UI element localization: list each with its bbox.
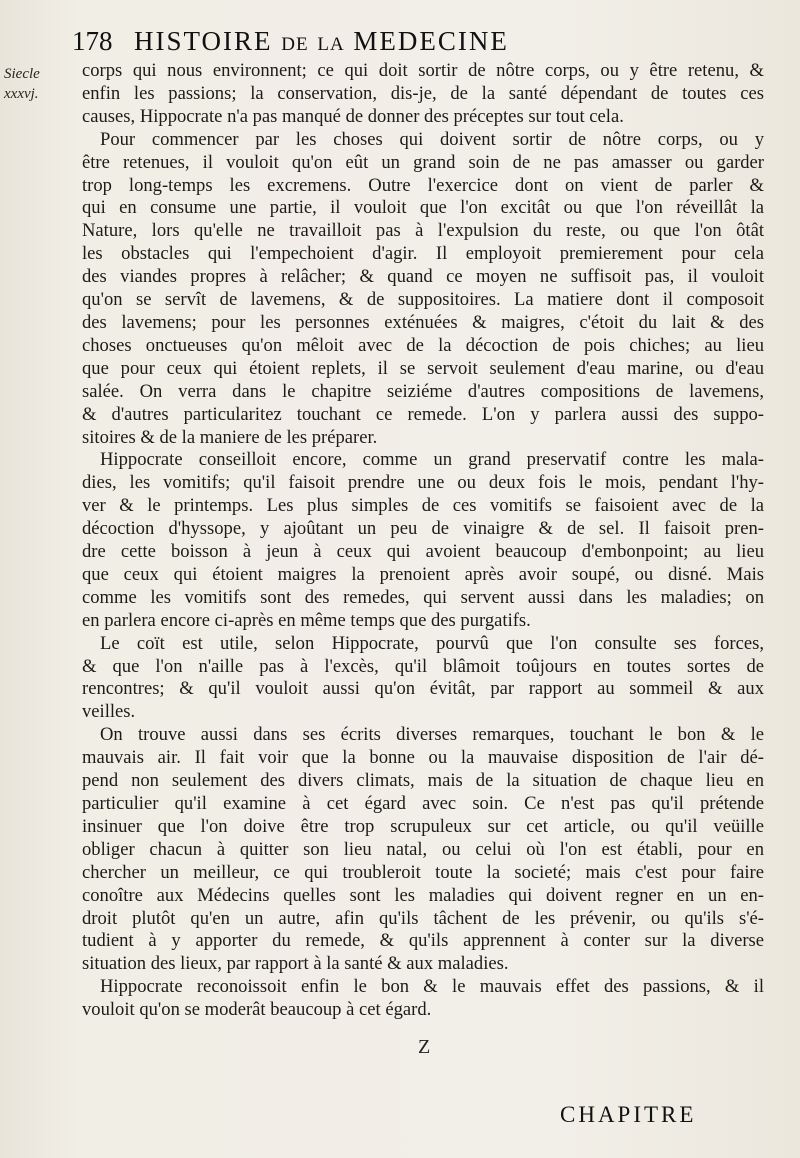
text-line: des lavemens; pour les personnes exténuées & maigres, c'étoit du lait & des (82, 311, 764, 333)
text-line: droit plutôt qu'en un autre, afin qu'ils tâchent de les prévenir, ou qu'ils s'é- (82, 907, 764, 929)
text-line: décoction d'hyssope, y ajoûtant un peu de vinaigre & de sel. Il faisoit pren- (82, 518, 764, 540)
text-line: salée. On verra dans le chapitre seiziéme d'autres compositions de lavemens, (82, 380, 764, 402)
title-word-histoire: HISTOIRE (134, 26, 273, 56)
text-line: insinuer que l'on doive être trop scrupuleux sur cet article, ou qu'il veüille (82, 815, 764, 837)
text-line: être retenues, il vouloit qu'on eût un grand soin de ne pas amasser ou garder (82, 151, 764, 173)
text-line: qui en consume une partie, il vouloit que l'on excitât ou que l'on réveillât la (82, 197, 764, 219)
text-line: & d'autres particularitez touchant ce remede. L'on y parlera aussi des suppo- (82, 403, 764, 425)
text-line: choses onctueuses qu'on mêloit avec de la décoction de pois chiches; au lieu (82, 334, 764, 356)
text-line: rencontres; & qu'il vouloit aussi qu'on évitât, par rapport au sommeil & aux (82, 678, 764, 700)
text-line: veilles. (82, 701, 136, 723)
title-word-la: LA (317, 34, 345, 55)
text-line: enfin les passions; la conservation, dis-je, de la santé dépendant de toutes ces (82, 82, 764, 104)
title-word-medecine: MEDECINE (353, 26, 509, 56)
text-line: les obstacles qui l'empechoient d'agir. Il employoit premierement pour cela (82, 243, 764, 265)
running-header (72, 22, 712, 62)
text-line: que ceux qui étoient maigres la prenoient après avoir soupé, ou disné. Mais (82, 563, 764, 585)
text-line: mauvais air. Il fait voir que la bonne ou la mauvaise disposition de l'air dé- (82, 747, 764, 769)
text-line: pend non seulement des divers climats, mais de la situation de chaque lieu en (82, 770, 764, 792)
text-line: chercher un meilleur, ce qui troubleroit toute la societé; mais c'est pour faire (82, 861, 764, 883)
margin-note (4, 64, 64, 104)
signature-mark: Z (418, 1036, 431, 1058)
text-line: ver & le printemps. Les plus simples de ces vomitifs se faisoient avec de la (82, 495, 764, 517)
text-line: Le coït est utile, selon Hippocrate, pourvû que l'on consulte ses forces, (100, 632, 764, 654)
text-line: Nature, lors qu'elle ne travailloit pas à l'expulsion du reste, ou que l'on ôtât (82, 220, 764, 242)
text-line: comme les vomitifs sont des remedes, qui servent aussi dans les maladies; on (82, 586, 764, 608)
text-line: Hippocrate conseilloit encore, comme un grand preservatif contre les mala- (100, 449, 764, 471)
text-line: dies, les vomitifs; qu'il faisoit prendre une ou deux fois le mois, pendant l'hy- (82, 472, 764, 494)
text-line: obliger chacun à quitter son lieu natal, ou celui où l'on est établi, pour en (82, 838, 764, 860)
text-line: qu'on se servît de lavemens, & de suppositoires. La matiere dont il composoit (82, 289, 764, 311)
text-line: sitoires & de la maniere de les préparer. (82, 426, 378, 448)
text-line: conoître aux Médecins quelles sont les maladies qui doivent regner en un en- (82, 884, 764, 906)
title-word-de: DE (281, 34, 309, 55)
text-line: vouloit qu'on se moderât beaucoup à cet égard. (82, 999, 432, 1021)
catchword: CHAPITRE (560, 1102, 697, 1127)
text-line: des viandes propres à relâcher; & quand ce moyen ne suffisoit pas, il vouloit (82, 266, 764, 288)
body-text (82, 60, 764, 1022)
text-line: causes, Hippocrate n'a pas manqué de donner des préceptes sur tout cela. (82, 105, 624, 127)
running-title (134, 26, 509, 57)
text-line: que pour ceux qui étoient replets, il se servoit seulement d'eau marine, ou d'eau (82, 357, 764, 379)
page-number: 178 (72, 26, 113, 56)
text-line: en parlera encore ci-après en même temps que des purgatifs. (82, 609, 531, 631)
text-line: particulier qu'il examine à cet égard avec soin. Ce n'est pas qu'il prétende (82, 793, 764, 814)
text-line: corps qui nous environnent; ce qui doit sortir de nôtre corps, ou y être retenu, & (82, 60, 764, 81)
text-line: Hippocrate reconoissoit enfin le bon & le mauvais effet des passions, & il (100, 976, 764, 998)
margin-note-line: Siecle (4, 66, 40, 82)
text-line: Pour commencer par les choses qui doivent sortir de nôtre corps, ou y (100, 128, 764, 150)
text-line: tudient à y apporter du remede, & qu'ils apprennent à conter sur la diverse (82, 930, 764, 952)
text-line: dre cette boisson à jeun à ceux qui avoient beaucoup d'embonpoint; au lieu (82, 541, 764, 563)
text-line: On trouve aussi dans ses écrits diverses remarques, touchant le bon & le (100, 724, 764, 746)
text-line: situation des lieux, par rapport à la santé & aux maladies. (82, 953, 509, 975)
text-line: & que l'on n'aille pas à l'excès, qu'il blâmoit toûjours en toutes sortes de (82, 655, 764, 677)
text-line: trop long-temps les excremens. Outre l'exercice dont on vient de parler & (82, 174, 764, 196)
margin-note-line: xxxvj. (4, 86, 39, 102)
